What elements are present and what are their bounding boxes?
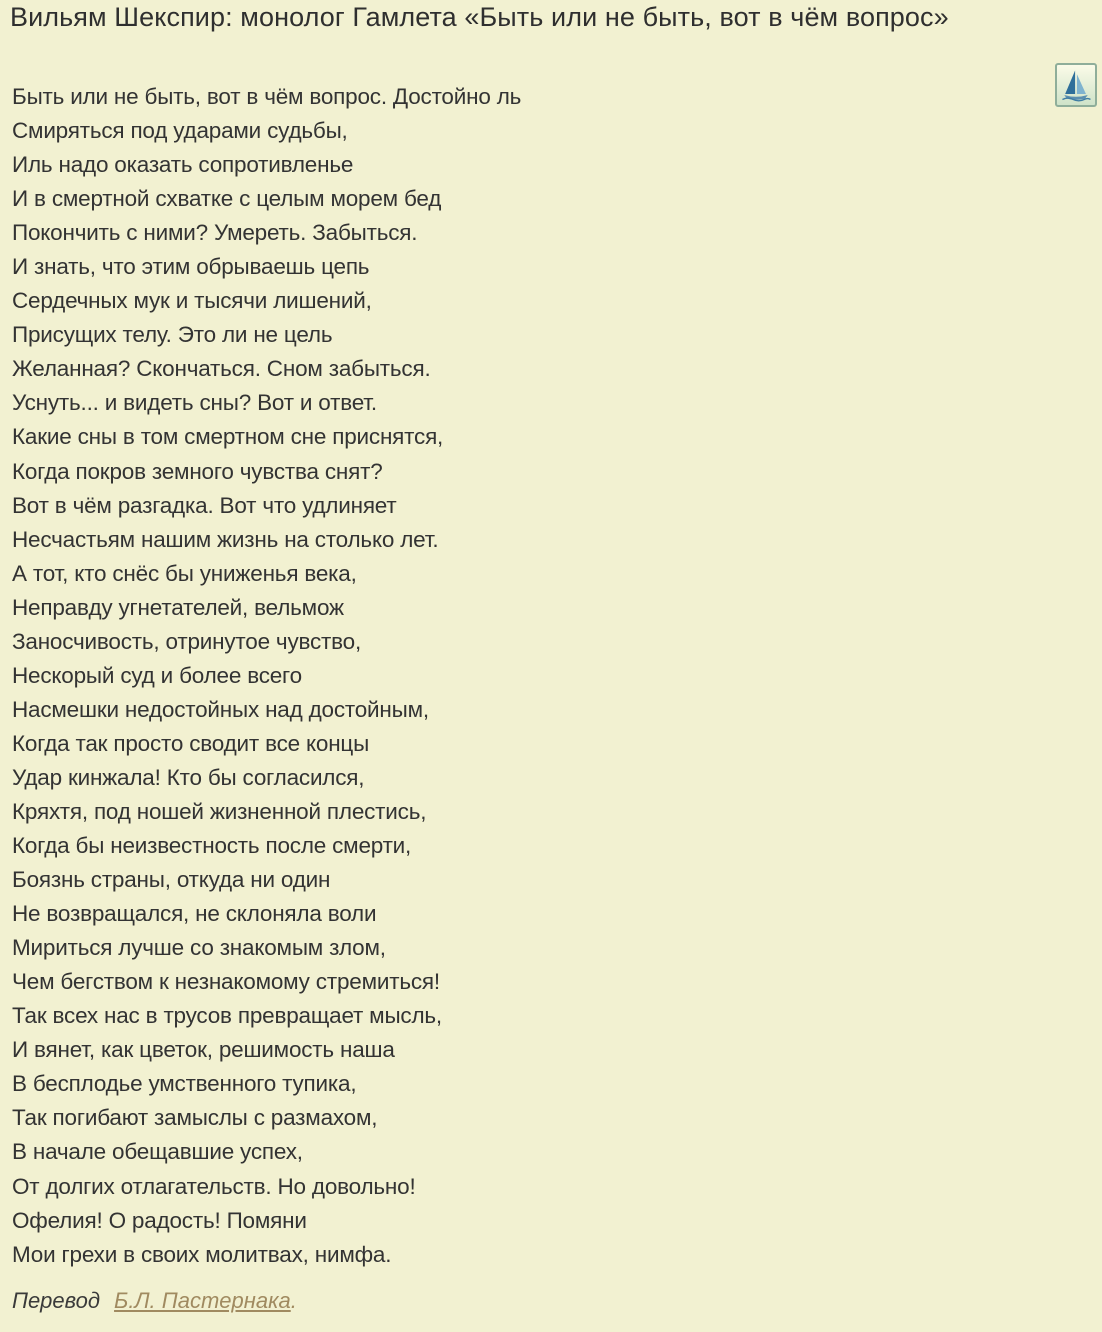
- sailing-ship-icon[interactable]: [1055, 63, 1097, 107]
- poem-line: Удар кинжала! Кто бы согласился,: [12, 764, 365, 790]
- poem-line: Боязнь страны, откуда ни один: [12, 867, 331, 893]
- poem-line: Насмешки недостойных над достойным,: [12, 696, 429, 722]
- poem-line: Так всех нас в трусов превращает мысль,: [12, 1003, 442, 1029]
- poem-line: Иль надо оказать сопротивленье: [12, 152, 354, 178]
- poem-line: Несчастьям нашим жизнь на столько лет.: [12, 526, 439, 552]
- translation-credit: [12, 1288, 297, 1314]
- poem-line: Какие сны в том смертном сне приснятся,: [12, 424, 444, 450]
- poem-line: Так погибают замыслы с размахом,: [12, 1105, 378, 1131]
- poem-line: Быть или не быть, вот в чём вопрос. Достойно ль: [12, 84, 522, 109]
- credit-label: Перевод: [12, 1288, 101, 1313]
- poem-line: Желанная? Скончаться. Сном забыться.: [12, 356, 431, 382]
- poem-line: Нескорый суд и более всего: [12, 662, 302, 688]
- poem-line: Уснуть... и видеть сны? Вот и ответ.: [12, 390, 377, 416]
- poem-line: В бесплодье умственного тупика,: [12, 1071, 357, 1097]
- poem-line: Вот в чём разгадка. Вот что удлиняет: [12, 492, 397, 518]
- poem-line: Не возвращался, не склоняла воли: [12, 901, 377, 927]
- credit-trailing: .: [290, 1288, 297, 1313]
- poem-line: Чем бегством к незнакомому стремиться!: [12, 969, 440, 995]
- poem-line: А тот, кто снёс бы униженья века,: [12, 560, 357, 586]
- poem-line: И знать, что этим обрываешь цепь: [12, 254, 370, 280]
- poem-line: Мириться лучше со знакомым злом,: [12, 935, 386, 961]
- poem-line: Присущих телу. Это ли не цель: [12, 322, 333, 348]
- poem-line: Заносчивость, отринутое чувство,: [12, 628, 362, 654]
- poem-line: От долгих отлагательств. Но довольно!: [12, 1173, 416, 1199]
- sailing-ship-icon-graphic: [1057, 65, 1095, 105]
- poem-line: Сердечных мук и тысячи лишений,: [12, 288, 372, 314]
- poem-line: Офелия! О радость! Помяни: [12, 1207, 307, 1233]
- poem-line: Когда бы неизвестность после смерти,: [12, 833, 412, 859]
- page-title: Вильям Шекспир: монолог Гамлета «Быть или не быть, вот в чём вопрос»: [10, 2, 949, 32]
- poem-line: В начале обещавшие успех,: [12, 1139, 303, 1165]
- poem-line: Кряхтя, под ношей жизненной плестись,: [12, 798, 427, 824]
- poem-line: Мои грехи в своих молитвах, нимфа.: [12, 1241, 392, 1267]
- poem-line: Смиряться под ударами судьбы,: [12, 118, 348, 144]
- poem-line: Когда так просто сводит все концы: [12, 730, 370, 756]
- translator-link[interactable]: Б.Л. Пастернака: [114, 1288, 291, 1313]
- poem-text: [12, 80, 521, 1272]
- poem-line: И вянет, как цветок, решимость наша: [12, 1037, 395, 1063]
- poem-line: Покончить с ними? Умереть. Забыться.: [12, 220, 418, 246]
- poem-line: Когда покров земного чувства снят?: [12, 458, 383, 484]
- poem-line: Неправду угнетателей, вельмож: [12, 594, 344, 620]
- poem-line: И в смертной схватке с целым морем бед: [12, 186, 442, 212]
